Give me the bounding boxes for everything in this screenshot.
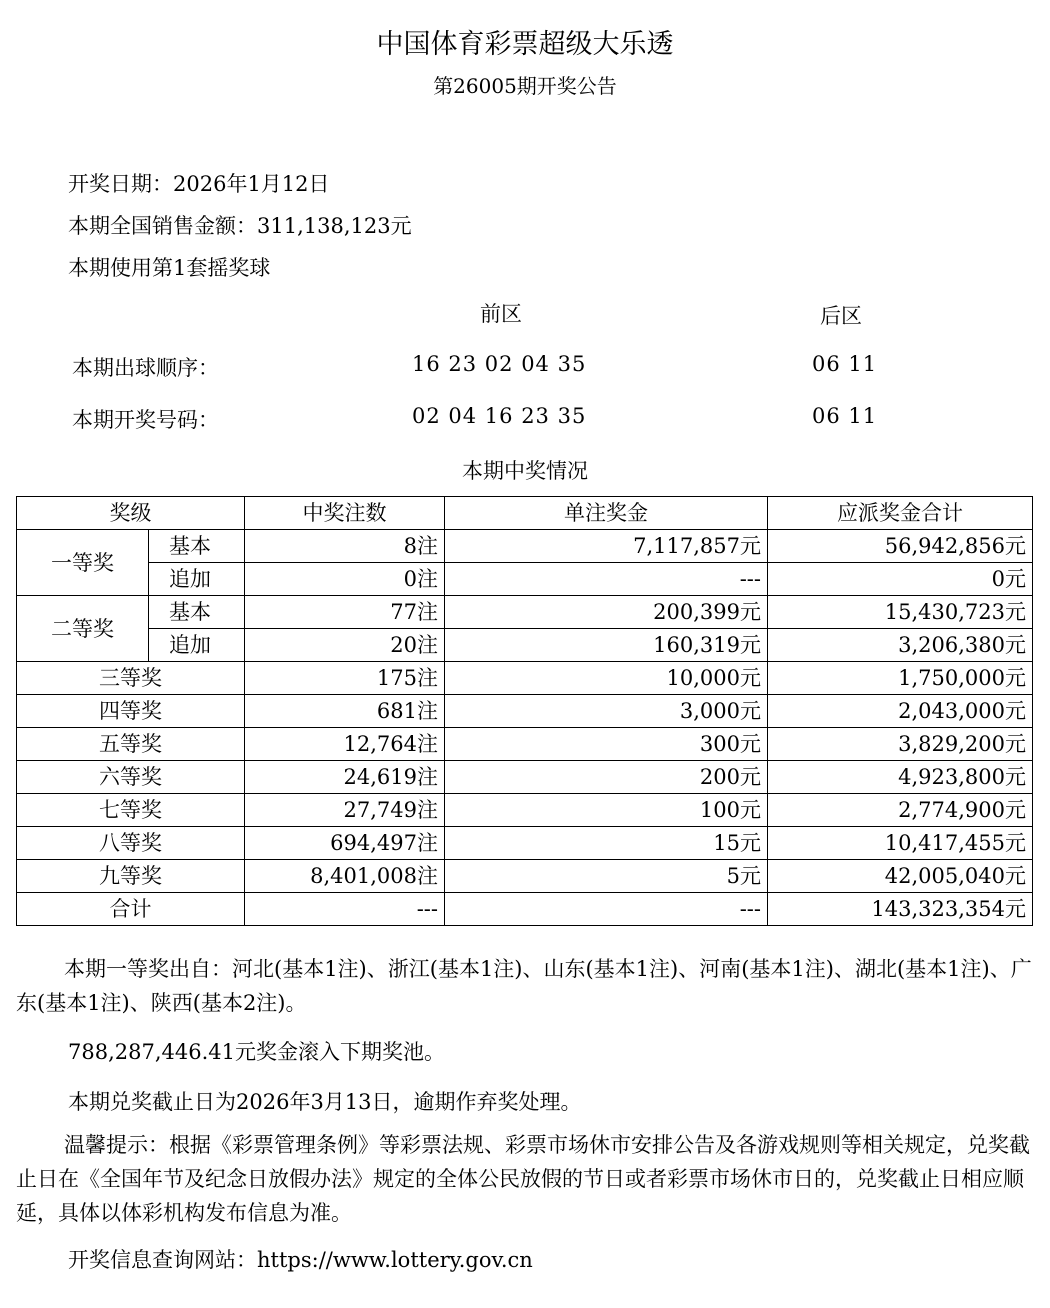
table-row [17,530,1033,563]
draw-order-label: 本期出球顺序： [72,356,219,380]
table-header-row [17,497,1033,530]
prize-sub: 基本 [149,530,245,563]
prize-single: 15元 [445,827,768,860]
draw-result-label: 本期开奖号码： [72,408,219,432]
sum-single: --- [445,893,768,926]
prize-sub: 追加 [149,629,245,662]
prize-count: 20注 [245,629,445,662]
table-row [17,563,1033,596]
prize-single: 5元 [445,860,768,893]
draw-date: 开奖日期：2026年1月12日 [68,172,330,196]
table-row [17,860,1033,893]
prize-name: 八等奖 [17,827,245,860]
prize-total: 2,043,000元 [768,695,1033,728]
prize-total: 3,206,380元 [768,629,1033,662]
front-zone-label: 前区 [480,302,522,326]
table-row [17,695,1033,728]
prize-name: 二等奖 [17,596,149,662]
prize-count: 681注 [245,695,445,728]
prize-count: 0注 [245,563,445,596]
prize-single: 100元 [445,794,768,827]
website-note: 开奖信息查询网站：https://www.lottery.gov.cn [68,1248,533,1272]
table-row [17,596,1033,629]
sum-name: 合计 [17,893,245,926]
page-title: 中国体育彩票超级大乐透 [376,29,674,60]
prize-single: 300元 [445,728,768,761]
prize-single: 200元 [445,761,768,794]
prize-count: 24,619注 [245,761,445,794]
prize-single: 10,000元 [445,662,768,695]
prize-name: 六等奖 [17,761,245,794]
header-single: 单注奖金 [445,497,768,530]
prize-count: 77注 [245,596,445,629]
sum-total: 143,323,354元 [768,893,1033,926]
prize-total: 42,005,040元 [768,860,1033,893]
table-row [17,662,1033,695]
prize-total: 1,750,000元 [768,662,1033,695]
draw-result-front: 02 04 16 23 35 [412,404,587,428]
deadline-note: 本期兑奖截止日为2026年3月13日，逾期作弃奖处理。 [68,1090,582,1114]
header-level: 奖级 [17,497,245,530]
rollover-note: 788,287,446.41元奖金滚入下期奖池。 [68,1040,445,1064]
header-total: 应派奖金合计 [768,497,1033,530]
table-row [17,629,1033,662]
prize-count: 27,749注 [245,794,445,827]
prize-total: 15,430,723元 [768,596,1033,629]
prize-table [16,496,1033,926]
prize-total: 56,942,856元 [768,530,1033,563]
back-zone-label: 后区 [820,304,862,328]
draw-order-front: 16 23 02 04 35 [412,352,587,376]
table-sum-row [17,893,1033,926]
prize-total: 4,923,800元 [768,761,1033,794]
prize-name: 七等奖 [17,794,245,827]
issue-subtitle: 第26005期开奖公告 [433,74,617,98]
prize-single: 7,117,857元 [445,530,768,563]
prize-name: 三等奖 [17,662,245,695]
prize-total: 0元 [768,563,1033,596]
draw-order-back: 06 11 [812,352,878,376]
prize-single: 3,000元 [445,695,768,728]
table-row [17,794,1033,827]
prize-single: --- [445,563,768,596]
prize-table-caption: 本期中奖情况 [462,459,588,483]
table-row [17,827,1033,860]
prize-count: 694,497注 [245,827,445,860]
table-row [17,761,1033,794]
sum-count: --- [245,893,445,926]
sales-amount: 本期全国销售金额：311,138,123元 [68,214,412,238]
reminder-note: 温馨提示：根据《彩票管理条例》等彩票法规、彩票市场休市安排公告及各游戏规则等相关规定，兑奖截止日在《全国年节及纪念日放假办法》规定的全体公民放假的节日或者彩票市场休市日的，兑奖截止日相应顺延，具体以体彩机构发布信息为准。 [16,1133,1030,1225]
prize-count: 12,764注 [245,728,445,761]
prize-name: 一等奖 [17,530,149,596]
ball-set: 本期使用第1套摇奖球 [68,256,271,280]
prize-single: 160,319元 [445,629,768,662]
prize-count: 8,401,008注 [245,860,445,893]
prize-total: 2,774,900元 [768,794,1033,827]
table-row [17,728,1033,761]
prize-name: 四等奖 [17,695,245,728]
prize-sub: 基本 [149,596,245,629]
prize-sub: 追加 [149,563,245,596]
prize-count: 8注 [245,530,445,563]
draw-result-back: 06 11 [812,404,878,428]
prize-single: 200,399元 [445,596,768,629]
prize-name: 九等奖 [17,860,245,893]
prize-total: 10,417,455元 [768,827,1033,860]
first-prize-regions: 本期一等奖出自：河北(基本1注)、浙江(基本1注)、山东(基本1注)、河南(基本1注)、湖北(基本1注)、广东(基本1注)、陕西(基本2注)。 [16,957,1032,1015]
prize-total: 3,829,200元 [768,728,1033,761]
header-count: 中奖注数 [245,497,445,530]
prize-name: 五等奖 [17,728,245,761]
prize-count: 175注 [245,662,445,695]
